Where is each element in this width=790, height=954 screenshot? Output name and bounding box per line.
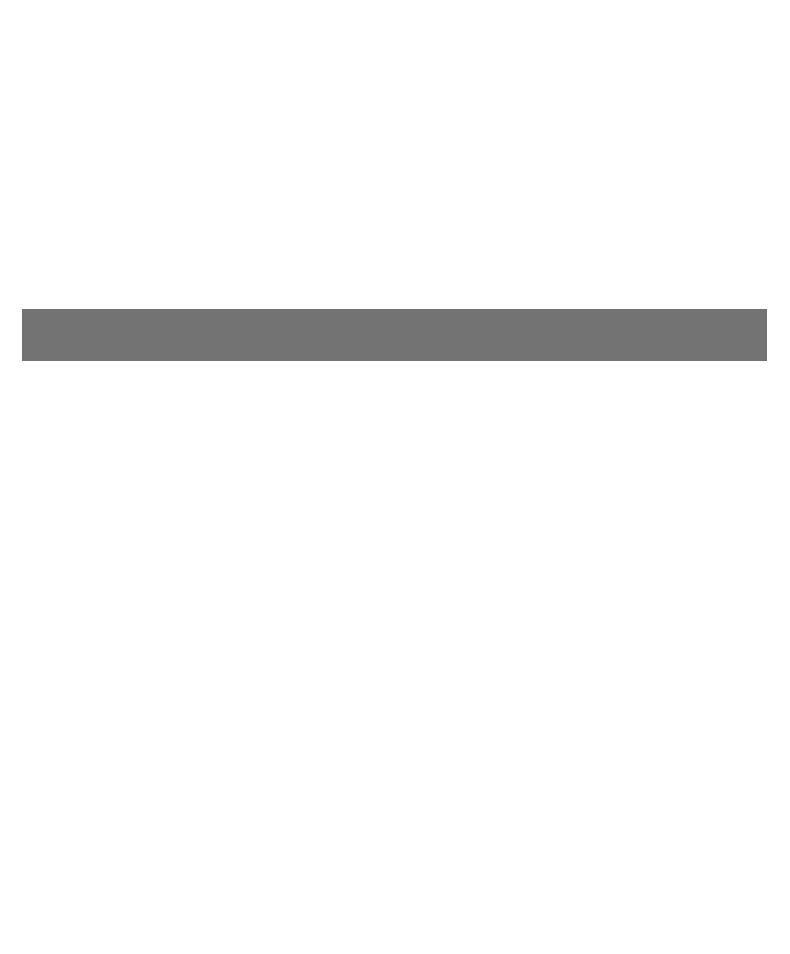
header-bust: [342, 309, 448, 361]
header-size: [22, 309, 129, 361]
header-clothing-length: [129, 309, 235, 361]
size-chart-header-row: [22, 309, 767, 361]
header-shoulder-width: [235, 309, 342, 361]
header-hem: [448, 309, 555, 361]
size-chart-table: [22, 309, 767, 361]
header-recommended-weight: [555, 309, 767, 361]
